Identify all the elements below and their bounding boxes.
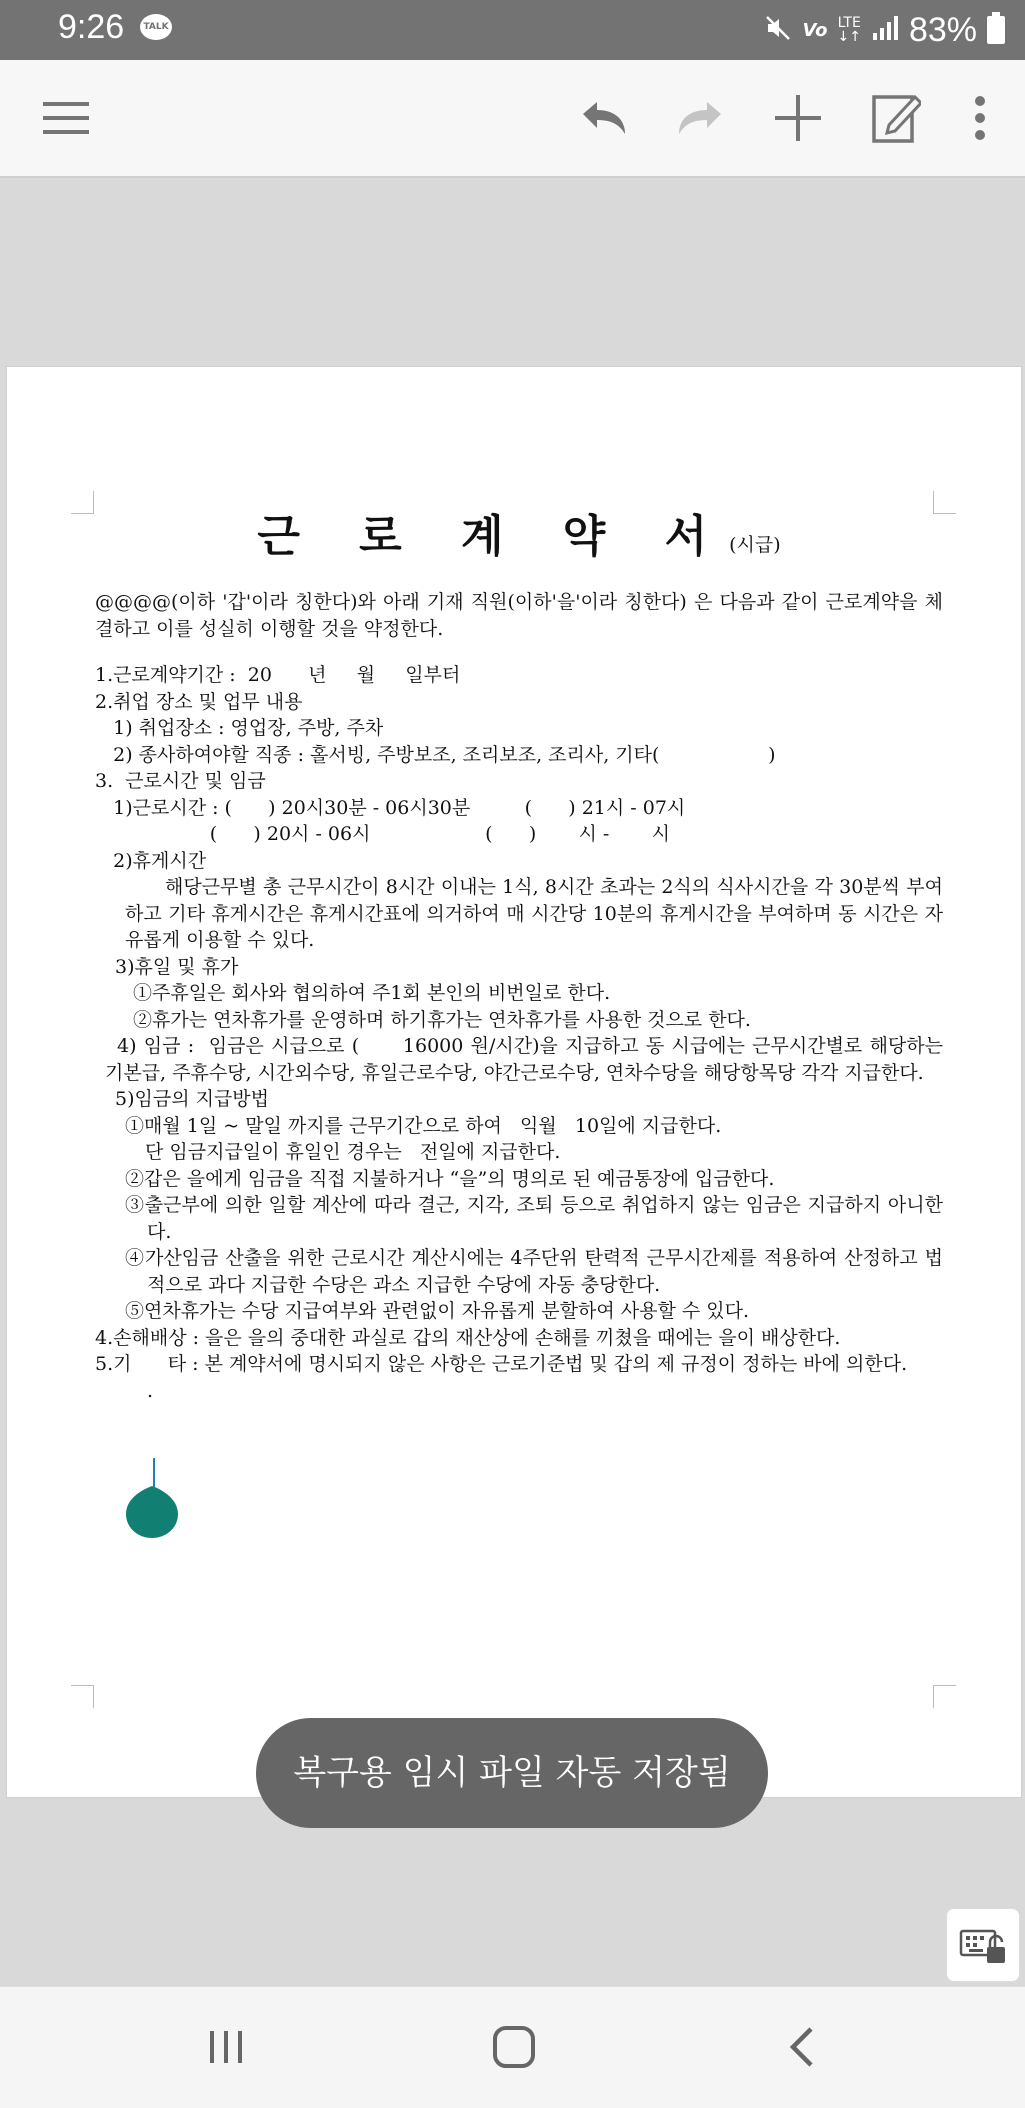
document-line: ( ) 20시 - 06시 ( ) 시 - 시	[95, 823, 670, 845]
status-bar	[0, 0, 1025, 60]
add-icon	[773, 93, 823, 143]
autosave-toast: 복구용 임시 파일 자동 저장됨	[256, 1718, 768, 1828]
home-button[interactable]	[484, 2017, 544, 2077]
lte-label: LTE ↓↑	[837, 15, 861, 45]
document-line: 2)휴게시간	[95, 849, 207, 872]
recent-apps-icon	[206, 2027, 246, 2067]
back-button[interactable]	[772, 2017, 832, 2077]
document-line: 1) 취업장소 : 영업장, 주방, 주차	[95, 717, 384, 739]
holiday-item: ②휴가는 연차휴가를 운영하며 하기휴가는 연차휴가를 사용한 것으로 한다.	[133, 1008, 751, 1031]
margin-marker-top-left	[71, 491, 94, 514]
document-line: 2) 종사하여야할 직종 : 홀서빙, 주방보조, 조리보조, 조리사, 기타( )	[95, 743, 776, 766]
etc-text: 본 계약서에 명시되지 않은 사항은 근로기준법 및 갑의 제 규정이 정하는 바에 의한다.	[204, 1353, 908, 1375]
more-icon	[974, 95, 986, 141]
margin-marker-bottom-left	[71, 1685, 94, 1708]
damages-clause: 4.손해배상 : 을은 을의 중대한 과실로 갑의 재산상에 손해를 끼쳤을 때에는 을이 배상한다.	[95, 1326, 841, 1349]
holiday-item: ①주휴일은 회사와 협의하여 주1회 본인의 비번일로 한다.	[133, 982, 611, 1004]
system-navigation-bar	[0, 1986, 1025, 2108]
intro-paragraph: @@@@(이하 '갑'이라 칭한다)와 아래 기재 직원(이하'을'이라 칭한다) 은 다음과 같이 근로계약을 체결하고 이를 성실히 이행할 것을 약정한다.	[95, 591, 943, 640]
status-icons	[764, 10, 1005, 50]
document-page[interactable]	[6, 366, 1022, 1798]
back-icon	[787, 2025, 817, 2069]
title-suffix: (시급)	[729, 534, 781, 556]
margin-marker-bottom-right	[933, 1685, 956, 1708]
redo-button[interactable]	[670, 88, 730, 148]
edit-button[interactable]	[866, 88, 926, 148]
payment-heading: 5)임금의 지급방법	[115, 1088, 270, 1110]
add-button[interactable]	[768, 88, 828, 148]
volte-label: Vo	[802, 19, 828, 41]
document-body[interactable]	[95, 507, 950, 1404]
etc-clause	[95, 1351, 943, 1378]
editor-toolbar	[0, 60, 1025, 178]
etc-label: 5.기 타 :	[95, 1353, 199, 1375]
redo-icon	[675, 98, 725, 138]
menu-button[interactable]	[36, 88, 96, 148]
clock: 9:26	[58, 8, 125, 46]
battery-percent: 83%	[908, 10, 977, 49]
rest-time-paragraph: 해당근무별 총 근무시간이 8시간 이내는 1식, 8시간 초과는 2식의 식사시간을 각 30분씩 부여하고 기타 휴게시간은 휴게시간표에 의거하여 매 시간당 10분의 휴게시간을 부여하며 동 시간은 자유롭게 이용할 수 있다.	[125, 876, 943, 951]
payment-item: ①매월 1일 ~ 말일 까지를 근무기간으로 하여 익월 10일에 지급한다.	[125, 1114, 722, 1137]
home-icon	[492, 2025, 536, 2069]
keyboard-lock-button[interactable]	[946, 1908, 1020, 1982]
cursor-handle[interactable]	[126, 1474, 178, 1538]
payment-item: ②갑은 을에게 임금을 직접 지불하거나 “을”의 명의로 된 예금통장에 입금한다.	[125, 1167, 775, 1190]
payment-item: ③출근부에 의한 일할 계산에 따라 결근, 지각, 조퇴 등으로 취업하지 않는 임금은 지급하지 아니한다.	[125, 1194, 943, 1243]
talk-notification-icon: TALK	[140, 14, 172, 40]
signal-icon	[871, 15, 899, 45]
document-line: 1.근로계약기간 : 20 년 월 일부터	[95, 664, 461, 686]
cursor-handle-icon	[126, 1474, 178, 1538]
payment-item: ⑤연차휴가는 수당 지급여부와 관련없이 자유롭게 분할하여 사용할 수 있다.	[125, 1300, 749, 1322]
more-options-button[interactable]	[950, 88, 1010, 148]
menu-icon	[41, 98, 91, 138]
trailing-dot: .	[147, 1379, 154, 1402]
payment-item-note: 단 임금지급일이 휴일인 경우는 전일에 지급한다.	[145, 1141, 561, 1163]
document-line: 3. 근로시간 및 임금	[95, 770, 266, 792]
undo-button[interactable]	[574, 88, 634, 148]
wage-paragraph: 4) 임금 : 임금은 시급으로 ( 16000 원/시간)을 지급하고 동 시급에는 근무시간별로 해당하는 기본급, 주휴수당, 시간외수당, 휴일근로수당, 야간근로수당, 연차수당을 해당항목당 각각 지급한다.	[105, 1035, 950, 1084]
document-line: 1)근로시간 : ( ) 20시30분 - 06시30분 ( ) 21시 - 07시	[95, 796, 686, 819]
payment-item: ④가산임금 산출을 위한 근로시간 계산시에는 4주단위 탄력적 근무시간제를 적용하여 산정하고 법적으로 과다 지급한 수당은 과소 지급한 수당에 자동 충당한다.	[125, 1247, 943, 1296]
document-title: 근 로 계 약 서(시급)	[257, 511, 781, 562]
recent-apps-button[interactable]	[196, 2017, 256, 2077]
document-line: 2.취업 장소 및 업무 내용	[95, 690, 303, 713]
battery-icon	[987, 12, 1005, 48]
mute-icon	[764, 14, 792, 46]
undo-icon	[579, 98, 629, 138]
keyboard-lock-icon	[959, 1925, 1007, 1965]
holiday-heading: 3)휴일 및 휴가	[115, 955, 239, 978]
edit-icon	[871, 91, 921, 145]
